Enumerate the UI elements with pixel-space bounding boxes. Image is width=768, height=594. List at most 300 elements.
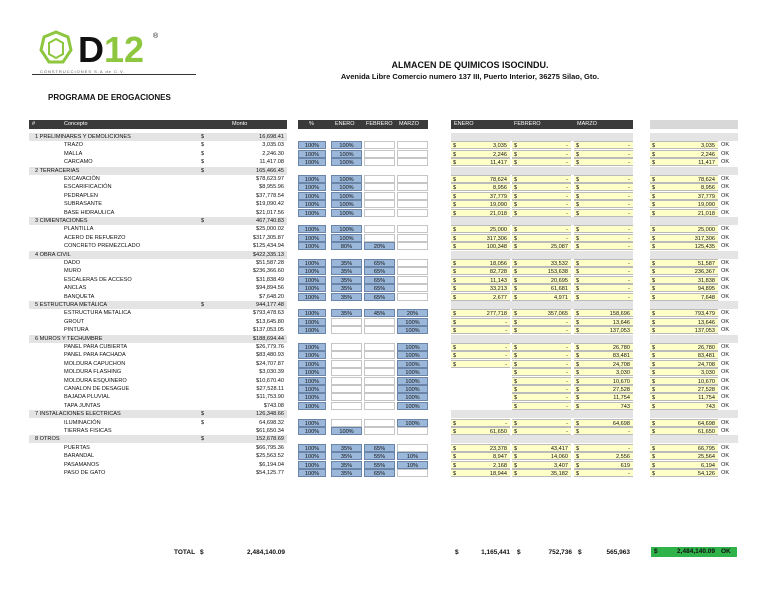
amount-cell-a2 bbox=[512, 158, 571, 166]
currency-sign: $ bbox=[576, 235, 580, 242]
currency-sign: $ bbox=[652, 471, 656, 477]
month-pct-m2: 55% bbox=[364, 461, 395, 469]
distribution-row bbox=[298, 267, 428, 275]
table-row bbox=[29, 318, 287, 326]
amount-a1: 19,090 bbox=[489, 202, 507, 209]
month-pct-m3 bbox=[397, 259, 428, 267]
grand-ok: OK bbox=[721, 548, 731, 555]
amount-cell-a3 bbox=[574, 158, 633, 166]
currency-sign: $ bbox=[453, 353, 457, 360]
amount-a3: 137,053 bbox=[609, 328, 630, 335]
row-total-value: 6,194 bbox=[701, 462, 715, 469]
amount-a3: - bbox=[628, 261, 630, 267]
amount-value: $61,650.34 bbox=[256, 428, 284, 434]
amount-cell-a2 bbox=[512, 192, 571, 200]
month-pct-m2: 65% bbox=[364, 259, 395, 267]
table-header-pct bbox=[298, 120, 428, 129]
month-pct-m3 bbox=[397, 225, 428, 233]
pct-cell: 100% bbox=[298, 267, 326, 275]
section-band bbox=[451, 251, 633, 259]
amount-cell-a2 bbox=[512, 326, 571, 334]
amount-a1: 2,168 bbox=[493, 462, 507, 469]
monthly-amounts-row bbox=[451, 452, 633, 460]
row-total bbox=[650, 402, 738, 410]
month-pct-m1: 100% bbox=[331, 158, 362, 166]
month-pct-m1: 100% bbox=[331, 209, 362, 217]
amount-a3: - bbox=[628, 177, 630, 183]
amount-value: $26,779.76 bbox=[256, 344, 284, 350]
currency-sign: $ bbox=[652, 277, 656, 284]
currency-sign: $ bbox=[453, 244, 457, 251]
currency-sign: $ bbox=[201, 150, 205, 157]
currency-sign: $ bbox=[453, 311, 457, 318]
amount-a2: - bbox=[566, 361, 568, 368]
currency-sign: $ bbox=[576, 177, 580, 183]
currency-sign: $ bbox=[652, 462, 656, 469]
table-row bbox=[29, 393, 287, 401]
currency-sign: $ bbox=[201, 167, 205, 174]
row-total-value: 3,030 bbox=[701, 370, 715, 377]
amount-cell-a3 bbox=[574, 444, 633, 452]
table-row bbox=[29, 284, 287, 292]
pct-cell: 100% bbox=[298, 141, 326, 149]
distribution-row bbox=[298, 141, 428, 149]
ok-check: OK bbox=[721, 386, 730, 392]
ok-check: OK bbox=[721, 209, 730, 216]
currency-sign: $ bbox=[514, 261, 518, 267]
section-band bbox=[650, 251, 738, 259]
currency-sign: $ bbox=[514, 185, 518, 192]
col-a2: FEBRERO bbox=[514, 121, 541, 127]
amount-cell-a3 bbox=[574, 276, 633, 284]
amount-a3: - bbox=[628, 202, 630, 209]
distribution-row bbox=[298, 461, 428, 469]
pct-cell: 100% bbox=[298, 385, 326, 393]
month-pct-m1: 35% bbox=[331, 259, 362, 267]
month-pct-m3 bbox=[397, 267, 428, 275]
section-band bbox=[650, 167, 738, 175]
amount-cell-a1 bbox=[451, 284, 510, 292]
currency-sign: $ bbox=[453, 177, 457, 183]
amount-a1: 33,213 bbox=[489, 286, 507, 293]
currency-sign: $ bbox=[576, 286, 580, 293]
currency-sign: $ bbox=[453, 277, 457, 284]
amount-value: $137,053.05 bbox=[252, 327, 284, 334]
currency-sign: $ bbox=[576, 462, 580, 469]
row-total-value: 64,698 bbox=[697, 420, 715, 427]
amount-a2: - bbox=[566, 353, 568, 360]
amount-cell-a3 bbox=[574, 469, 633, 477]
row-total-value: 78,624 bbox=[697, 177, 715, 183]
month-pct-m2 bbox=[364, 402, 395, 410]
section-band bbox=[650, 301, 738, 309]
month-pct-m1: 35% bbox=[331, 309, 362, 317]
amount-a2: - bbox=[566, 210, 568, 217]
amount-cell-a1 bbox=[451, 200, 510, 208]
amount-a3: - bbox=[628, 143, 630, 150]
section-band bbox=[650, 133, 738, 141]
row-total-value: 51,587 bbox=[697, 261, 715, 267]
amount-cell-a3 bbox=[574, 326, 633, 334]
currency-sign: $ bbox=[514, 210, 518, 217]
amount-cell-a2 bbox=[512, 419, 571, 427]
monthly-amounts-row bbox=[451, 284, 633, 292]
section-row bbox=[29, 435, 287, 443]
amount-a3: - bbox=[628, 185, 630, 192]
currency-sign: $ bbox=[514, 387, 518, 393]
currency-sign: $ bbox=[652, 361, 656, 368]
amount-value: $10,670.40 bbox=[256, 377, 284, 384]
amount-cell-a1 bbox=[451, 192, 510, 200]
ok-check: OK bbox=[721, 276, 730, 283]
concept-label: DADO bbox=[64, 260, 81, 266]
month-pct-m2 bbox=[364, 343, 395, 351]
monthly-amounts-row bbox=[451, 183, 633, 191]
amount-cell-a1 bbox=[451, 234, 510, 242]
currency-sign: $ bbox=[576, 261, 580, 267]
amount-value: $25,000.02 bbox=[256, 226, 284, 233]
distribution-row bbox=[298, 393, 428, 401]
monthly-amounts-row bbox=[451, 351, 633, 359]
concept-label: ILUMINACIÓN bbox=[64, 419, 101, 426]
currency-sign: $ bbox=[652, 454, 656, 461]
row-total-cell bbox=[650, 343, 718, 351]
month-pct-m3: 100% bbox=[397, 351, 428, 359]
row-total-cell bbox=[650, 427, 718, 435]
currency-sign: $ bbox=[514, 353, 518, 360]
currency-sign: $ bbox=[453, 210, 457, 217]
currency-sign: $ bbox=[576, 353, 580, 360]
monthly-amounts-row bbox=[451, 326, 633, 334]
month-pct-m3: 100% bbox=[397, 419, 428, 427]
month-pct-m2 bbox=[364, 192, 395, 200]
section-band bbox=[451, 301, 633, 309]
row-total-value: 8,956 bbox=[701, 185, 715, 192]
pct-cell: 100% bbox=[298, 209, 326, 217]
month-pct-m2 bbox=[364, 158, 395, 166]
row-total bbox=[650, 192, 738, 200]
amount-a2: 25,087 bbox=[550, 244, 568, 251]
currency-sign: $ bbox=[453, 227, 457, 234]
amount-a2: - bbox=[566, 185, 568, 192]
amount-value: $21,017.56 bbox=[256, 209, 284, 216]
amount-a3: - bbox=[628, 210, 630, 217]
row-total-value: 743 bbox=[705, 403, 715, 410]
col-pct: % bbox=[309, 121, 314, 127]
amount-value: 64,698.32 bbox=[259, 419, 284, 426]
amount-cell-a1 bbox=[451, 368, 510, 376]
month-pct-m2 bbox=[364, 326, 395, 334]
amount-a1: 18,944 bbox=[489, 471, 507, 477]
amount-value: $83,480.93 bbox=[256, 352, 284, 359]
pct-cell: 100% bbox=[298, 444, 326, 452]
amount-cell-a1 bbox=[451, 209, 510, 217]
col-m1: ENERO bbox=[335, 121, 355, 127]
concept-label: PEDRAPLEN bbox=[64, 192, 98, 199]
amount-a1: 18,056 bbox=[489, 261, 507, 267]
month-pct-m1 bbox=[331, 385, 362, 393]
ok-check: OK bbox=[721, 394, 730, 401]
amount-a1: - bbox=[505, 420, 507, 427]
total-amount: 2,484,140.09 bbox=[247, 549, 285, 556]
amount-cell-a2 bbox=[512, 427, 571, 435]
pct-cell: 100% bbox=[298, 368, 326, 376]
amount-a1: 23,378 bbox=[489, 445, 507, 452]
currency-sign: $ bbox=[453, 235, 457, 242]
concept-label: TRAZO bbox=[64, 142, 83, 149]
ok-check: OK bbox=[721, 470, 730, 476]
amount-cell-a1 bbox=[451, 276, 510, 284]
currency-sign: $ bbox=[453, 462, 457, 469]
pct-cell: 100% bbox=[298, 351, 326, 359]
currency-sign: $ bbox=[514, 462, 518, 469]
ok-check: OK bbox=[721, 260, 730, 266]
month-pct-m2 bbox=[364, 360, 395, 368]
amount-cell-a1 bbox=[451, 318, 510, 326]
month-pct-m3 bbox=[397, 158, 428, 166]
amount-cell-a1 bbox=[451, 141, 510, 149]
currency-sign: $ bbox=[514, 429, 518, 435]
table-row bbox=[29, 385, 287, 393]
distribution-row bbox=[298, 351, 428, 359]
row-total bbox=[650, 452, 738, 460]
currency-sign: $ bbox=[514, 202, 518, 209]
svg-text:12: 12 bbox=[104, 29, 145, 70]
amount-a3: 64,698 bbox=[612, 420, 630, 427]
ok-check: OK bbox=[721, 234, 730, 241]
amount-cell-a2 bbox=[512, 242, 571, 250]
amount-cell-a2 bbox=[512, 393, 571, 401]
monthly-amounts-row bbox=[451, 402, 633, 410]
ok-check: OK bbox=[721, 327, 730, 334]
month-pct-m1: 100% bbox=[331, 175, 362, 183]
row-total-cell bbox=[650, 385, 718, 393]
currency-sign: $ bbox=[576, 420, 580, 427]
pct-cell: 100% bbox=[298, 360, 326, 368]
concept-label: GROUT bbox=[64, 318, 85, 325]
month-pct-m2 bbox=[364, 183, 395, 191]
row-total bbox=[650, 318, 738, 326]
concept-label: ACERO DE REFUERZO bbox=[64, 234, 126, 241]
month-pct-m1: 100% bbox=[331, 150, 362, 158]
row-total-value: 31,838 bbox=[697, 277, 715, 284]
month-pct-m1 bbox=[331, 393, 362, 401]
table-row bbox=[29, 158, 287, 166]
amount-cell-a1 bbox=[451, 461, 510, 469]
currency-sign: $ bbox=[576, 193, 580, 200]
month-pct-m3 bbox=[397, 175, 428, 183]
distribution-row bbox=[298, 318, 428, 326]
amount-value: $793,478.63 bbox=[252, 310, 284, 317]
amount-a2: - bbox=[566, 202, 568, 209]
section-band bbox=[451, 167, 633, 175]
currency-sign: $ bbox=[652, 294, 656, 301]
amount-value: 2,246.30 bbox=[262, 150, 284, 157]
row-total bbox=[650, 469, 738, 477]
row-total-cell bbox=[650, 183, 718, 191]
row-total bbox=[650, 461, 738, 469]
monthly-amounts-row bbox=[451, 360, 633, 368]
amount-a1: 61,650 bbox=[489, 429, 507, 435]
currency-sign: $ bbox=[453, 420, 457, 427]
amount-a2: - bbox=[566, 378, 568, 385]
month-pct-m2 bbox=[364, 368, 395, 376]
table-row bbox=[29, 150, 287, 158]
currency-sign: $ bbox=[514, 294, 518, 301]
month-pct-m1: 35% bbox=[331, 293, 362, 301]
row-total-cell bbox=[650, 309, 718, 317]
amount-cell-a1 bbox=[451, 419, 510, 427]
concept-label: BAJADA PLUVIAL bbox=[64, 394, 111, 401]
amount-a2: - bbox=[566, 403, 568, 410]
svg-text:D: D bbox=[78, 29, 104, 70]
month-pct-m3: 100% bbox=[397, 385, 428, 393]
distribution-row bbox=[298, 419, 428, 427]
ok-check: OK bbox=[721, 369, 730, 376]
currency-sign: $ bbox=[514, 395, 518, 402]
currency-sign: $ bbox=[514, 227, 518, 234]
amount-cell-a2 bbox=[512, 368, 571, 376]
currency-sign: $ bbox=[576, 151, 580, 158]
section-row bbox=[29, 217, 287, 225]
currency-sign: $ bbox=[514, 361, 518, 368]
month-pct-m1: 100% bbox=[331, 183, 362, 191]
amount-value: 467,740.83 bbox=[256, 218, 284, 224]
month-pct-m1 bbox=[331, 343, 362, 351]
amount-cell-a2 bbox=[512, 209, 571, 217]
distribution-row bbox=[298, 469, 428, 477]
monthly-amounts-row bbox=[451, 461, 633, 469]
currency-sign: $ bbox=[576, 361, 580, 368]
table-header-amounts bbox=[451, 120, 633, 129]
amount-a3: - bbox=[628, 227, 630, 234]
amount-cell-a1 bbox=[451, 402, 510, 410]
amount-cell-a3 bbox=[574, 183, 633, 191]
currency-sign: $ bbox=[514, 160, 518, 167]
distribution-row bbox=[298, 276, 428, 284]
month-pct-m1 bbox=[331, 351, 362, 359]
row-total-cell bbox=[650, 141, 718, 149]
monthly-amounts-row bbox=[451, 309, 633, 317]
ok-check: OK bbox=[721, 402, 730, 409]
currency-sign: $ bbox=[576, 143, 580, 150]
distribution-row bbox=[298, 368, 428, 376]
amount-a2: 3,407 bbox=[554, 462, 568, 469]
concept-label: PLANTILLA bbox=[64, 226, 94, 233]
currency-sign: $ bbox=[652, 445, 656, 452]
ok-check: OK bbox=[721, 243, 730, 250]
month-pct-m1: 35% bbox=[331, 461, 362, 469]
pct-cell: 100% bbox=[298, 469, 326, 477]
currency-sign: $ bbox=[576, 403, 580, 410]
ok-check: OK bbox=[721, 444, 730, 451]
amount-value: $743.08 bbox=[263, 402, 284, 409]
table-row bbox=[29, 234, 287, 242]
amount-cell-a1 bbox=[451, 259, 510, 267]
distribution-row bbox=[298, 402, 428, 410]
pct-cell: 100% bbox=[298, 200, 326, 208]
row-total-value: 7,648 bbox=[701, 294, 715, 301]
concept-label: MALLA bbox=[64, 150, 83, 157]
month-pct-m1: 35% bbox=[331, 267, 362, 275]
amount-cell-a3 bbox=[574, 452, 633, 460]
amount-value: 11,417.08 bbox=[259, 159, 284, 166]
pct-cell: 100% bbox=[298, 234, 326, 242]
amount-a3: - bbox=[628, 235, 630, 242]
amount-cell-a2 bbox=[512, 309, 571, 317]
row-total-value: 37,779 bbox=[697, 193, 715, 200]
currency-sign: $ bbox=[514, 471, 518, 477]
month-pct-m3 bbox=[397, 444, 428, 452]
amount-a1: 8,947 bbox=[493, 454, 507, 461]
currency-sign: $ bbox=[201, 159, 205, 166]
month-pct-m1: 80% bbox=[331, 242, 362, 250]
section-band bbox=[451, 410, 633, 418]
amount-a2: - bbox=[566, 160, 568, 167]
pct-cell: 100% bbox=[298, 377, 326, 385]
concept-label: SUBRASANTE bbox=[64, 201, 102, 208]
amount-cell-a3 bbox=[574, 368, 633, 376]
ok-check: OK bbox=[721, 461, 730, 468]
distribution-row bbox=[298, 158, 428, 166]
amount-a3: 13,646 bbox=[612, 319, 630, 326]
currency-sign: $ bbox=[201, 302, 205, 308]
amount-value: $188,694.44 bbox=[252, 335, 284, 342]
row-total bbox=[650, 158, 738, 166]
row-total-cell bbox=[650, 150, 718, 158]
row-total bbox=[650, 360, 738, 368]
currency-sign: $ bbox=[201, 436, 205, 443]
pct-cell: 100% bbox=[298, 343, 326, 351]
row-total bbox=[650, 259, 738, 267]
month-pct-m1: 35% bbox=[331, 444, 362, 452]
row-total bbox=[650, 150, 738, 158]
table-row bbox=[29, 444, 287, 452]
row-total-cell bbox=[650, 351, 718, 359]
section-row bbox=[29, 251, 287, 259]
month-pct-m2: 55% bbox=[364, 452, 395, 460]
currency-sign: $ bbox=[576, 185, 580, 192]
currency-sign: $ bbox=[514, 177, 518, 183]
row-total bbox=[650, 351, 738, 359]
amount-cell-a3 bbox=[574, 267, 633, 275]
monthly-amounts-row bbox=[451, 469, 633, 477]
month-pct-m3 bbox=[397, 150, 428, 158]
currency-sign: $ bbox=[576, 395, 580, 402]
col-a3: MARZO bbox=[577, 121, 597, 127]
monthly-amounts-row bbox=[451, 385, 633, 393]
table-row bbox=[29, 192, 287, 200]
currency-sign: $ bbox=[652, 177, 656, 183]
distribution-row bbox=[298, 360, 428, 368]
month-pct-m1: 100% bbox=[331, 234, 362, 242]
currency-sign: $ bbox=[514, 235, 518, 242]
ok-check: OK bbox=[721, 285, 730, 292]
month-pct-m1 bbox=[331, 360, 362, 368]
table-row bbox=[29, 183, 287, 191]
row-total-cell bbox=[650, 259, 718, 267]
row-total-value: 54,126 bbox=[697, 471, 715, 477]
amount-cell-a2 bbox=[512, 150, 571, 158]
distribution-row bbox=[298, 293, 428, 301]
amount-a3: 26,780 bbox=[612, 345, 630, 351]
monthly-amounts-row bbox=[451, 368, 633, 376]
month-pct-m3 bbox=[397, 234, 428, 242]
concept-label: PUERTAS bbox=[64, 444, 90, 451]
month-pct-m3 bbox=[397, 284, 428, 292]
table-row bbox=[29, 469, 287, 477]
pct-cell: 100% bbox=[298, 461, 326, 469]
